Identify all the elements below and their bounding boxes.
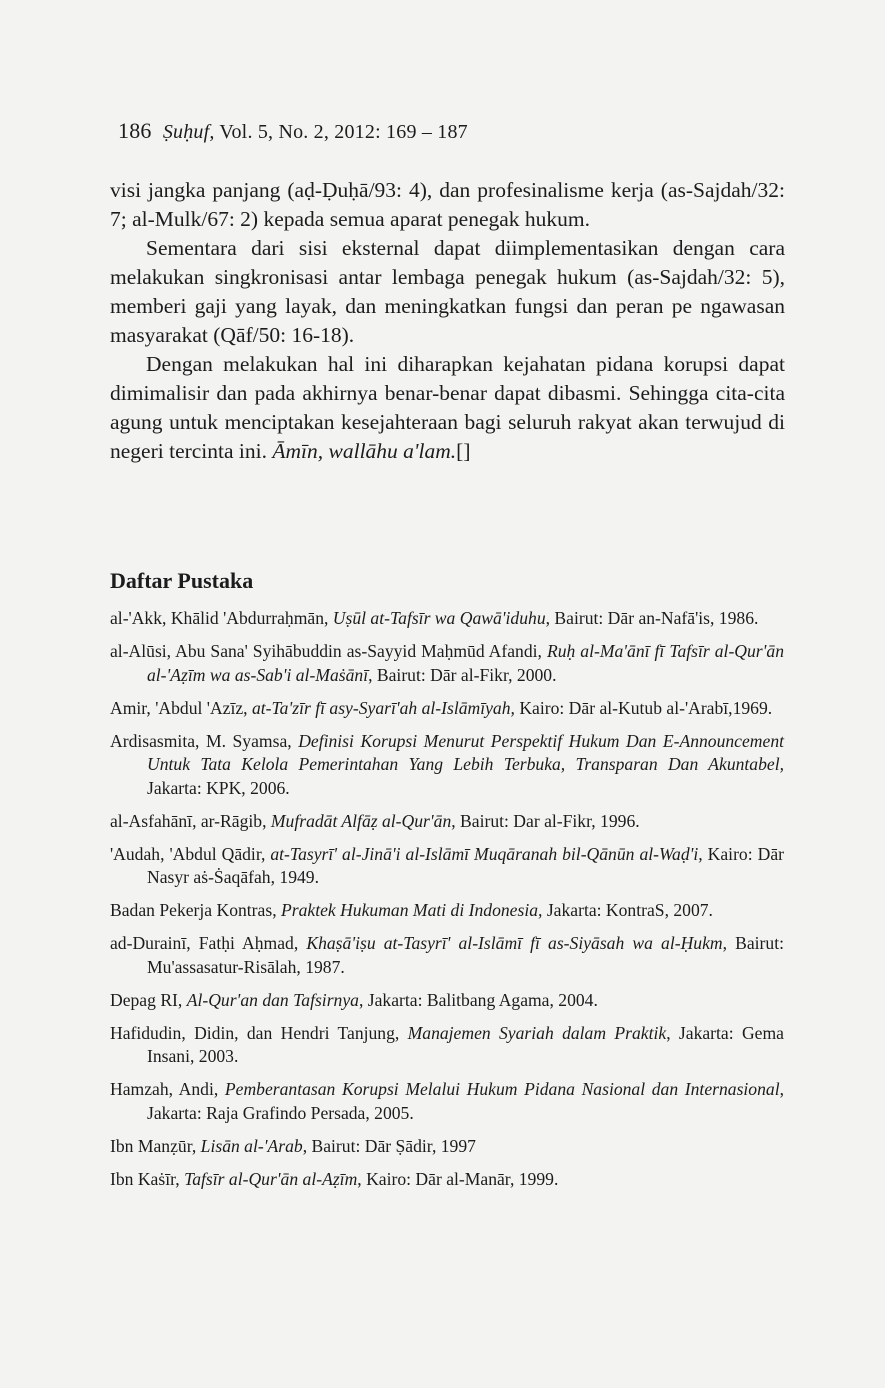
- reference-entry: [110, 1135, 784, 1159]
- reference-author: Amir, 'Abdul 'Azīz,: [110, 697, 252, 718]
- paragraph-2: [110, 234, 785, 350]
- reference-publisher: Jakarta: KontraS, 2007.: [542, 900, 713, 920]
- journal-citation: Vol. 5, No. 2, 2012: 169 – 187: [219, 121, 468, 143]
- reference-publisher: , Jakarta: Raja Grafindo Persada, 2005.: [147, 1079, 784, 1123]
- reference-title: Definisi Korupsi Menurut Perspektif Hukum Dan E-Announcement Untuk Tata Kelola Pemerintahan Yang Lebih Terbuka, Transparan Dan Akuntabel,: [147, 730, 785, 774]
- reference-entry: [110, 1022, 784, 1069]
- paragraph-text: visi jangka panjang (aḍ-Ḍuḥā/93: 4), dan profesinalisme kerja (as-Sajdah/32: 7; al-Mulk/67: 2) kepada semua aparat penegak hukum.: [110, 178, 785, 231]
- reference-entry: [110, 1078, 784, 1125]
- page-number: 186: [118, 118, 152, 143]
- reference-entry: [110, 730, 784, 801]
- reference-publisher: , Bairut: Dār an-Nafā'is, 1986.: [545, 608, 759, 628]
- reference-entry: [110, 810, 784, 834]
- bibliography-heading: Daftar Pustaka: [110, 568, 254, 593]
- reference-entry: [110, 607, 784, 631]
- reference-publisher: , Jakarta: Balitbang Agama, 2004.: [358, 989, 598, 1010]
- closing-phrase: Āmīn, wallāhu a'lam.: [267, 439, 457, 463]
- reference-title: Khaṣā'iṣu at-Tasyrī' al-Islāmī fī as-Siyāsah wa al-Ḥukm: [306, 933, 723, 953]
- reference-title: Uṣūl at-Tafsīr wa Qawā'iduhu: [332, 608, 546, 628]
- reference-title: at-Tasyrī' al-Jinā'i al-Islāmī Muqāranah bil-Qānūn al-Waḍ'i,: [270, 843, 703, 864]
- reference-author: Hafidudin, Didin, dan Hendri Tanjung,: [110, 1022, 408, 1043]
- paragraph-text: Dengan melakukan hal ini diharapkan kejahatan pidana korupsi dapat dimimalisir dan pada akhirnya benar-benar dapat dibasmi. Sehingga cita-cita agung untuk menciptakan kesejahteraan bagi seluruh rakyat akan terwujud di negeri tercinta ini.: [110, 352, 785, 463]
- end-mark: []: [456, 439, 471, 463]
- reference-entry: [110, 843, 784, 890]
- reference-author: Badan Pekerja Kontras,: [110, 900, 281, 920]
- reference-entry: [110, 989, 784, 1013]
- reference-publisher: Kairo: Dār Nasyr aṡ-Ṡaqāfah, 1949.: [147, 843, 784, 887]
- reference-title: Praktek Hukuman Mati di Indonesia,: [281, 900, 543, 920]
- reference-publisher: , Bairut: Dar al-Fikr, 1996.: [451, 810, 640, 831]
- reference-title: Manajemen Syariah dalam Praktik: [407, 1022, 667, 1043]
- reference-title: Lisān al-'Arab: [200, 1135, 303, 1156]
- reference-author: ad-Durainī, Fatḥi Aḥmad,: [110, 933, 307, 953]
- reference-title: Ruḥ al-Ma'ānī fī Tafsīr al-Qur'ān al-'Aẓīm wa as-Sab'i al-Maṡānī: [147, 641, 785, 685]
- reference-author: Ardisasmita, M. Syamsa,: [110, 730, 299, 751]
- reference-author: al-Alūsi, Abu Sana' Syihābuddin as-Sayyid Maḥmūd Afandi,: [110, 641, 547, 661]
- paragraph-3: [110, 350, 785, 466]
- reference-publisher: , Bairut: Dār al-Fikr, 2000.: [368, 664, 557, 685]
- paragraph-text: Sementara dari sisi eksternal dapat diimplementasikan dengan cara melakukan singkronisasi antar lembaga penegak hukum (as-Sajdah/32: 5), memberi gaji yang layak, dan meningkatkan fungsi dan peran pe ngawasan masyarakat (Qāf/50: 16-18).: [110, 236, 785, 347]
- reference-author: 'Audah, 'Abdul Qādir,: [110, 843, 271, 864]
- bibliography-list: [110, 607, 784, 1201]
- reference-publisher: Jakarta: KPK, 2006.: [147, 777, 290, 798]
- journal-name: Ṣuḥuf,: [162, 121, 215, 143]
- reference-entry: [110, 640, 784, 687]
- reference-entry: [110, 899, 784, 923]
- reference-author: Hamzah, Andi,: [110, 1079, 225, 1099]
- reference-title: Pemberantasan Korupsi Melalui Hukum Pidana Nasional dan Internasional: [224, 1079, 780, 1099]
- reference-publisher: Kairo: Dār al-Kutub al-'Arabī,1969.: [514, 697, 773, 718]
- reference-publisher: , Kairo: Dār al-Manār, 1999.: [357, 1168, 559, 1189]
- reference-author: al-Asfahānī, ar-Rāgib,: [110, 810, 271, 831]
- reference-title: Al-Qur'an dan Tafsirnya: [186, 989, 359, 1010]
- reference-title: Tafsīr al-Qur'ān al-Aẓīm: [184, 1168, 358, 1189]
- paragraph-1: [110, 176, 785, 234]
- reference-author: Depag RI,: [110, 989, 187, 1010]
- reference-entry: [110, 1168, 784, 1192]
- reference-publisher: , Bairut: Dār Ṣādir, 1997: [302, 1135, 476, 1156]
- reference-title: Mufradāt Alfāẓ al-Qur'ān: [270, 810, 452, 831]
- reference-author: Ibn Manẓūr,: [110, 1135, 201, 1156]
- running-head: [118, 118, 468, 144]
- reference-publisher: , Jakarta: Gema Insani, 2003.: [147, 1022, 784, 1066]
- reference-author: al-'Akk, Khālid 'Abdurraḥmān,: [110, 608, 333, 628]
- reference-entry: [110, 932, 784, 979]
- reference-entry: [110, 697, 784, 721]
- reference-author: Ibn Kaṡīr,: [110, 1168, 185, 1189]
- reference-title: at-Ta'zīr fī asy-Syarī'ah al-Islāmīyah,: [251, 697, 515, 718]
- reference-publisher: , Bairut: Mu'assasatur-Risālah, 1987.: [147, 933, 784, 977]
- body-text: [110, 176, 785, 466]
